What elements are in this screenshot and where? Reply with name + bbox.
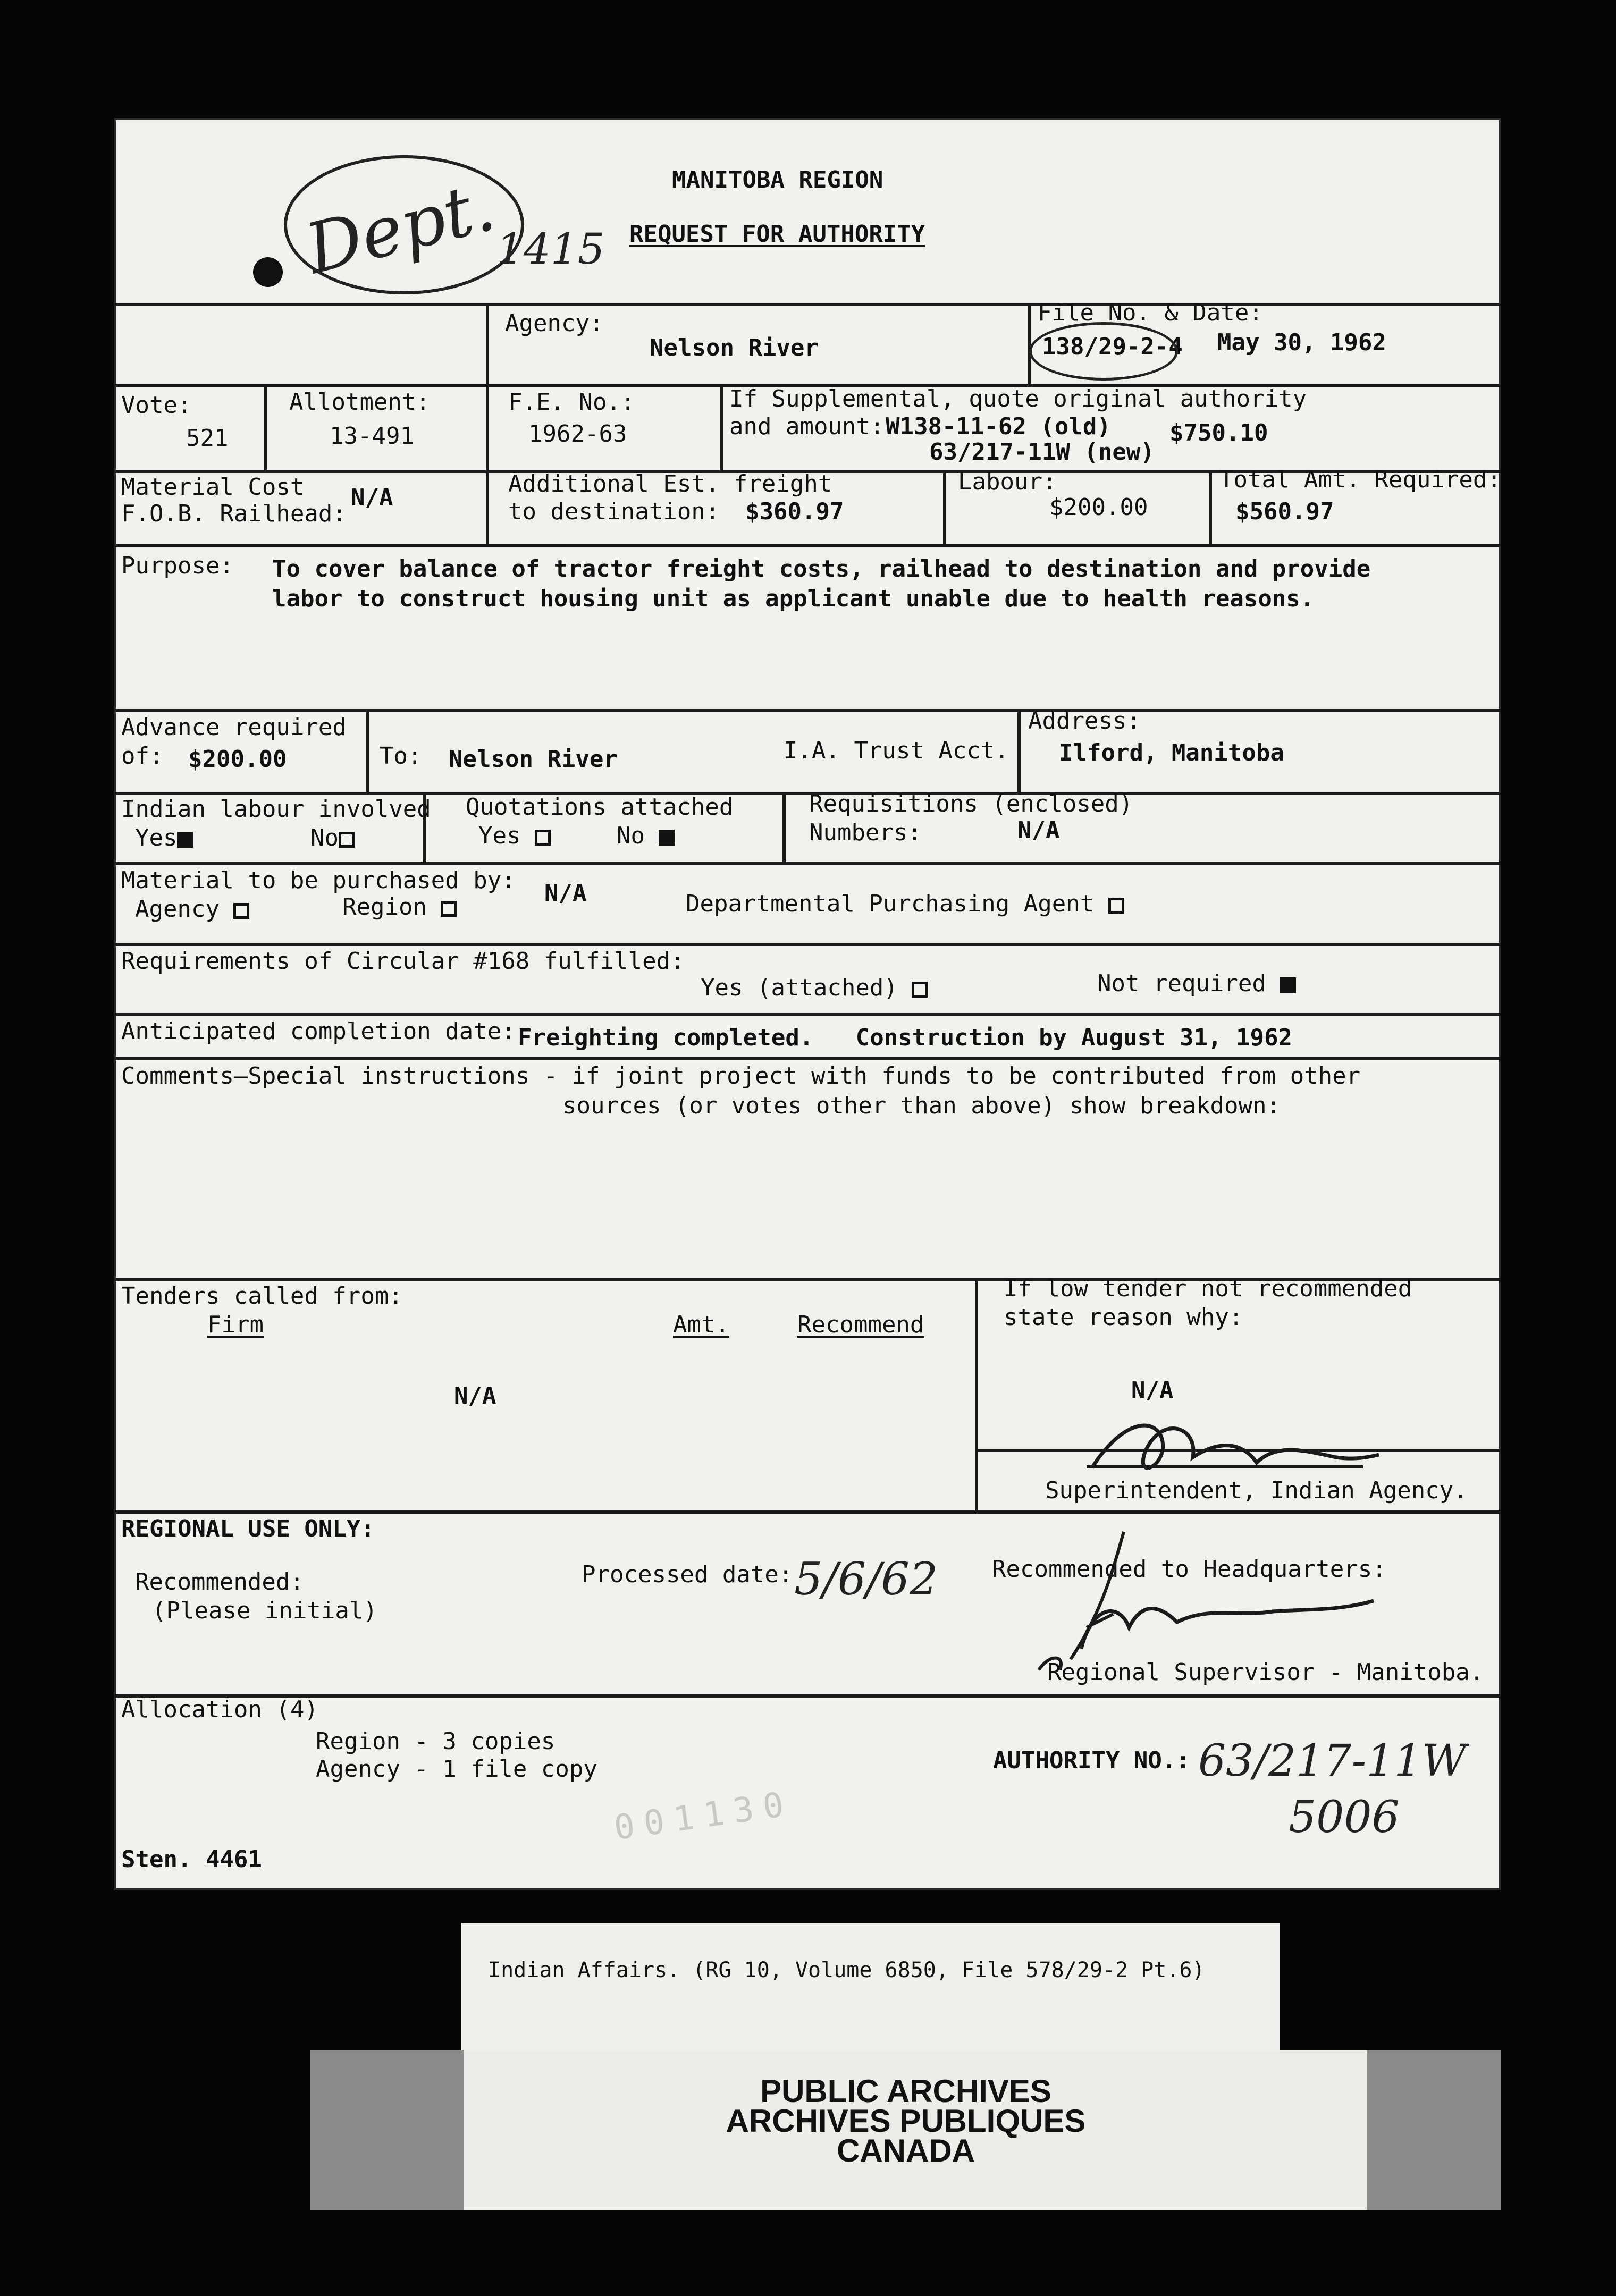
vline-e xyxy=(943,470,946,544)
freight-value: $360.97 xyxy=(745,498,844,525)
regional-supervisor-title: Regional Supervisor - Manitoba. xyxy=(1047,1659,1484,1686)
purchase-label: Material to be purchased by: xyxy=(121,867,516,894)
agency-label: Agency: xyxy=(505,310,604,337)
agency-text: Agency xyxy=(135,896,220,923)
regional-supervisor-signature xyxy=(1007,1521,1390,1681)
labour-label: Labour: xyxy=(958,468,1057,495)
yes-attached-text: Yes (attached) xyxy=(701,974,898,1001)
vline-j xyxy=(782,792,786,862)
purchase-dept-agent[interactable] xyxy=(686,891,1124,917)
total-value: $560.97 xyxy=(1235,498,1334,525)
request-form xyxy=(114,118,1501,1890)
dept-agent-text: Departmental Purchasing Agent xyxy=(686,890,1095,917)
yes-checkbox[interactable] xyxy=(535,830,551,846)
purpose-line-2: labor to construct housing unit as applicant unable due to health reasons. xyxy=(272,585,1315,612)
comments-line-2: sources (or votes other than above) show breakdown: xyxy=(562,1092,1281,1119)
rule-10 xyxy=(114,1057,1501,1060)
supplemental-old: W138-11-62 (old) xyxy=(886,413,1111,440)
extra-number-handwritten: 5006 xyxy=(1289,1792,1400,1843)
address-value: Ilford, Manitoba xyxy=(1059,739,1284,766)
material-cost-label: Material Cost xyxy=(121,474,305,501)
vote-value: 521 xyxy=(186,425,229,452)
comments-line-1: Comments—Special instructions - if joint project with funds to be contributed from other xyxy=(121,1062,1361,1090)
rule-9 xyxy=(114,1013,1501,1016)
recommended-to-hq-label: Recommended to Headquarters: xyxy=(992,1556,1386,1583)
region-heading: MANITOBA REGION xyxy=(672,166,883,193)
regional-label: REGIONAL USE ONLY: xyxy=(121,1515,375,1542)
not-required-text: Not required xyxy=(1097,970,1266,997)
supplemental-new: 63/217-11W (new) xyxy=(929,438,1155,466)
yes-text: Yes xyxy=(135,824,178,851)
quotations-no[interactable] xyxy=(617,823,675,849)
vline-h xyxy=(1017,709,1021,792)
file-label: File No. & Date: xyxy=(1038,299,1263,326)
allocation-region: Region - 3 copies xyxy=(316,1728,556,1755)
rule-8 xyxy=(114,943,1501,946)
low-tender-reason-label: state reason why: xyxy=(1004,1304,1243,1331)
allocation-agency: Agency - 1 file copy xyxy=(316,1755,597,1783)
completion-label: Anticipated completion date: xyxy=(121,1018,516,1045)
total-label: Total Amt. Required: xyxy=(1219,466,1501,493)
circular-yes[interactable] xyxy=(701,975,928,1001)
punch-hole xyxy=(253,257,283,287)
advance-to-value: Nelson River xyxy=(449,746,618,773)
rule-5 xyxy=(114,709,1501,712)
no-checkbox-checked[interactable] xyxy=(659,830,675,846)
allocation-label: Allocation (4) xyxy=(121,1696,318,1723)
stamp-line-2: ARCHIVES PUBLIQUES xyxy=(726,2103,1086,2139)
advance-to-label: To: xyxy=(380,742,422,770)
dept-agent-checkbox[interactable] xyxy=(1108,898,1124,914)
supplemental-label: If Supplemental, quote original authority xyxy=(729,385,1307,412)
no-checkbox[interactable] xyxy=(339,832,355,848)
advance-label: Advance required xyxy=(121,714,347,741)
rule-7 xyxy=(114,862,1501,865)
supplemental-amount-label: and amount: xyxy=(729,413,885,440)
agency-value: Nelson River xyxy=(650,334,819,361)
tenders-recommend-header: Recommend xyxy=(797,1311,924,1338)
supplemental-amount: $750.10 xyxy=(1169,419,1268,446)
faint-stamp-number: 001130 xyxy=(611,1784,796,1848)
yes-text: Yes xyxy=(478,822,521,849)
vline-c xyxy=(264,384,267,470)
vline-g xyxy=(366,709,369,792)
low-tender-label: If low tender not recommended xyxy=(1004,1275,1412,1302)
purpose-line-1: To cover balance of tractor freight costs, railhead to destination and provide xyxy=(272,555,1371,583)
low-tender-value: N/A xyxy=(1131,1377,1174,1404)
allotment-label: Allotment: xyxy=(289,389,430,416)
completion-value: Freighting completed. Construction by August 31, 1962 xyxy=(518,1024,1292,1051)
rule-14 xyxy=(114,1694,1501,1698)
labour-value: $200.00 xyxy=(1049,494,1148,521)
address-label: Address: xyxy=(1028,707,1141,735)
rule-1 xyxy=(114,303,1501,306)
advance-value: $200.00 xyxy=(188,746,287,773)
tenders-value: N/A xyxy=(454,1382,496,1409)
numbers-label: Numbers: xyxy=(809,819,922,846)
authority-number-handwritten: 63/217-11W xyxy=(1198,1736,1467,1786)
purchase-agency[interactable] xyxy=(135,896,249,923)
agency-handwritten-number: 1415 xyxy=(496,224,605,274)
yes-attached-checkbox[interactable] xyxy=(912,982,928,998)
archive-reference-card xyxy=(461,1923,1280,2050)
tenders-firm-header: Firm xyxy=(207,1311,264,1338)
fe-label: F.E. No.: xyxy=(508,389,635,416)
no-text: No xyxy=(310,824,339,851)
vline-k xyxy=(975,1278,978,1510)
dept-handwriting: Dept. xyxy=(298,165,503,290)
yes-checkbox-checked[interactable] xyxy=(177,832,193,848)
purchase-region[interactable] xyxy=(342,894,457,921)
superintendent-signature xyxy=(1087,1404,1384,1495)
file-date: May 30, 1962 xyxy=(1217,329,1386,356)
quotations-yes[interactable] xyxy=(478,823,551,849)
allotment-value: 13-491 xyxy=(330,423,414,450)
vline-b xyxy=(1028,303,1031,384)
region-checkbox[interactable] xyxy=(441,901,457,917)
sten-number: Sten. 4461 xyxy=(121,1846,262,1873)
agency-checkbox[interactable] xyxy=(233,903,249,919)
requisitions-label: Requisitions (enclosed) xyxy=(809,790,1133,817)
form-title: REQUEST FOR AUTHORITY xyxy=(629,221,925,248)
freight-label: Additional Est. freight xyxy=(508,470,832,497)
not-required-checkbox-checked[interactable] xyxy=(1280,977,1296,993)
fe-value: 1962-63 xyxy=(528,420,627,448)
advance-of-label: of: xyxy=(121,742,164,770)
indian-labour-no[interactable] xyxy=(310,825,355,851)
circular-label: Requirements of Circular #168 fulfilled: xyxy=(121,948,685,975)
purchase-value: N/A xyxy=(544,880,587,907)
trust-account: I.A. Trust Acct. xyxy=(784,737,1009,764)
quotations-label: Quotations attached xyxy=(466,794,734,821)
file-number-circle xyxy=(1029,322,1178,381)
indian-labour-label: Indian labour involved xyxy=(121,796,431,823)
processed-date-handwritten: 5/6/62 xyxy=(794,1553,938,1605)
fob-label: F.O.B. Railhead: xyxy=(121,500,347,527)
region-text: Region xyxy=(342,893,427,921)
archive-reference: Indian Affairs. (RG 10, Volume 6850, File 578/29-2 Pt.6) xyxy=(488,1958,1205,1982)
rule-6 xyxy=(114,792,1501,795)
superintendent-title: Superintendent, Indian Agency. xyxy=(1045,1477,1468,1504)
archives-stamp xyxy=(310,2050,1501,2210)
rule-4 xyxy=(114,544,1501,547)
vline-a xyxy=(486,303,489,544)
processed-label: Processed date: xyxy=(582,1561,793,1588)
no-text: No xyxy=(617,822,645,849)
vote-label: Vote: xyxy=(121,392,192,419)
stamp-line-1: PUBLIC ARCHIVES xyxy=(760,2073,1051,2109)
rule-13 xyxy=(114,1510,1501,1514)
circular-not-required[interactable] xyxy=(1097,970,1296,997)
purpose-label: Purpose: xyxy=(121,552,234,579)
authority-label: AUTHORITY NO.: xyxy=(993,1747,1190,1774)
please-initial-label: (Please initial) xyxy=(152,1597,377,1624)
indian-labour-yes[interactable] xyxy=(135,825,193,851)
tenders-label: Tenders called from: xyxy=(121,1282,403,1310)
material-cost-value: N/A xyxy=(351,484,393,511)
vline-d xyxy=(720,384,723,470)
numbers-value: N/A xyxy=(1017,817,1060,844)
stamp-line-3: CANADA xyxy=(837,2133,975,2168)
tenders-amt-header: Amt. xyxy=(673,1311,729,1338)
recommended-label: Recommended: xyxy=(135,1568,304,1596)
file-number: 138/29-2-4 xyxy=(1042,333,1183,360)
freight-destination-label: to destination: xyxy=(508,498,720,525)
vline-f xyxy=(1209,470,1212,544)
